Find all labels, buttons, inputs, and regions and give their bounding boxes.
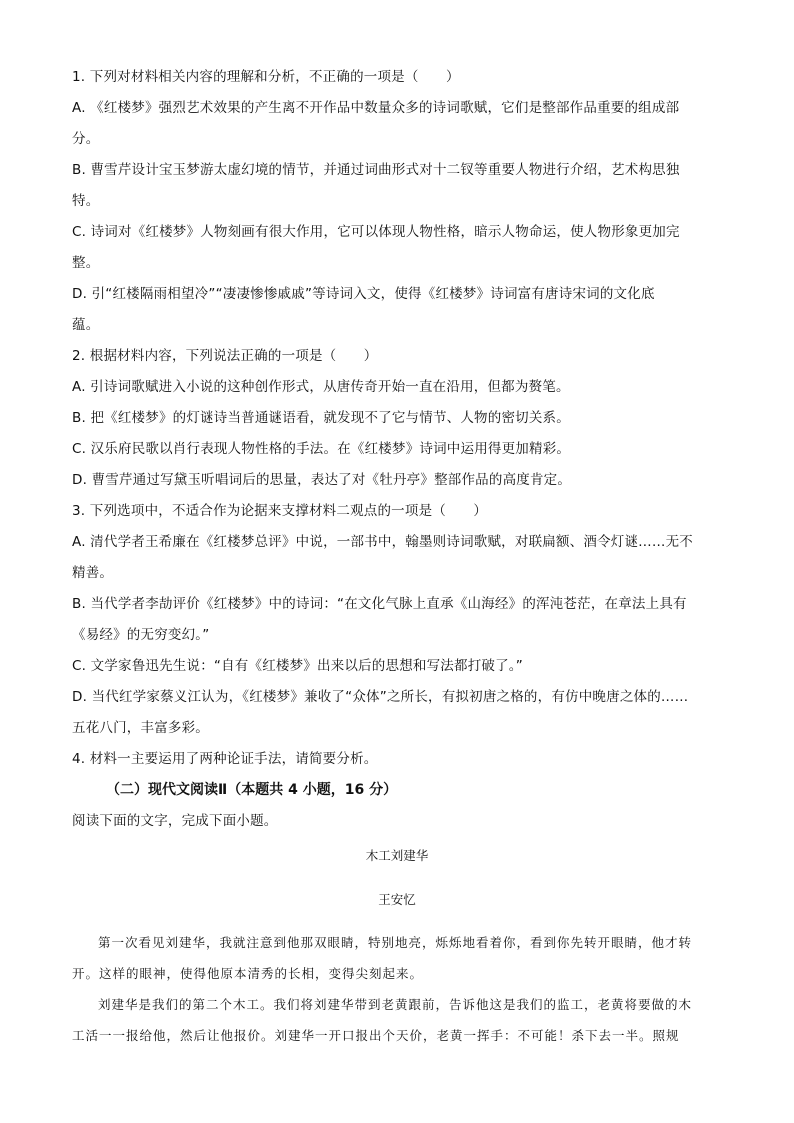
q1-option-b: B. 曹雪芹设计宝玉梦游太虚幻境的情节，并通过词曲形式对十二钗等重要人物进行介绍，艺术构思独 <box>72 162 680 178</box>
q1-option-c: C. 诗词对《红楼梦》人物刻画有很大作用，它可以体现人物性格，暗示人物命运，使人物形象更加完 <box>72 224 680 240</box>
story-paragraph-1: 第一次看见刘建华，我就注意到他那双眼睛，特别地亮，烁烁地看着你，看到你先转开眼睛，他才转 <box>98 935 693 950</box>
q1-stem: 1. 下列对材料相关内容的理解和分析，不正确的一项是（ ） <box>72 69 460 85</box>
q1-option-a-cont: 分。 <box>72 131 100 147</box>
q3-option-c: C. 文学家鲁迅先生说：“自有《红楼梦》出来以后的思想和写法都打破了。” <box>72 658 523 674</box>
story-author: 王安忆 <box>378 891 416 907</box>
q1-option-d-cont: 蕴。 <box>72 317 100 333</box>
q3-option-b-cont: 《易经》的无穷变幻。” <box>72 627 210 643</box>
story-paragraph-2: 刘建华是我们的第二个木工。我们将刘建华带到老黄跟前，告诉他这是我们的监工，老黄将要做的木 <box>98 997 693 1012</box>
story-paragraph-2-cont: 工活一一报给他，然后让他报价。刘建华一开口报出个天价，老黄一挥手：不可能！杀下去一半。照规 <box>72 1028 680 1043</box>
q1-option-c-cont: 整。 <box>72 255 100 271</box>
q3-option-b: B. 当代学者李劼评价《红楼梦》中的诗词：“在文化气脉上直承《山海经》的浑沌苍茫，在章法上具有 <box>72 596 687 612</box>
q3-option-d: D. 当代红学家蔡义江认为，《红楼梦》兼收了“众体”之所长，有拟初唐之格的，有仿中晚唐之体的…… <box>72 689 689 705</box>
q2-option-a: A. 引诗词歌赋进入小说的这种创作形式，从唐传奇开始一直在沿用，但都为赘笔。 <box>72 379 570 395</box>
q4-stem: 4. 材料一主要运用了两种论证手法，请简要分析。 <box>72 751 378 767</box>
q2-option-b: B. 把《红楼梦》的灯谜诗当普通谜语看，就发现不了它与情节、人物的密切关系。 <box>72 410 570 426</box>
q3-option-d-cont: 五花八门，丰富多彩。 <box>72 720 209 736</box>
q2-stem: 2. 根据材料内容，下列说法正确的一项是（ ） <box>72 348 378 364</box>
section-instruction: 阅读下面的文字，完成下面小题。 <box>72 813 278 829</box>
q3-stem: 3. 下列选项中，不适合作为论据来支撑材料二观点的一项是（ ） <box>72 503 488 519</box>
story-paragraph-1-cont: 开。这样的眼神，使得他原本清秀的长相，变得尖刻起来。 <box>72 966 424 981</box>
document-page <box>72 62 722 1051</box>
q1-option-a: A. 《红楼梦》强烈艺术效果的产生离不开作品中数量众多的诗词歌赋，它们是整部作品重要的组成部 <box>72 100 680 116</box>
q3-option-a: A. 清代学者王希廉在《红楼梦总评》中说，一部书中，翰墨则诗词歌赋，对联扁额、酒令灯谜……无不 <box>72 534 693 550</box>
q2-option-c: C. 汉乐府民歌以肖行表现人物性格的手法。在《红楼梦》诗词中运用得更加精彩。 <box>72 441 571 457</box>
q2-option-d: D. 曹雪芹通过写黛玉听唱词后的思量，表达了对《牡丹亭》整部作品的高度肯定。 <box>72 472 572 488</box>
q1-option-b-cont: 特。 <box>72 193 100 209</box>
section-title: （二）现代文阅读Ⅱ（本题共 4 小题，16 分） <box>106 782 398 798</box>
q1-option-d: D. 引“红楼隔雨相望冷”“凄凄惨惨戚戚”等诗词入文，使得《红楼梦》诗词富有唐诗宋词的文化底 <box>72 286 655 302</box>
story-title: 木工刘建华 <box>365 848 429 863</box>
q3-option-a-cont: 精善。 <box>72 565 114 581</box>
